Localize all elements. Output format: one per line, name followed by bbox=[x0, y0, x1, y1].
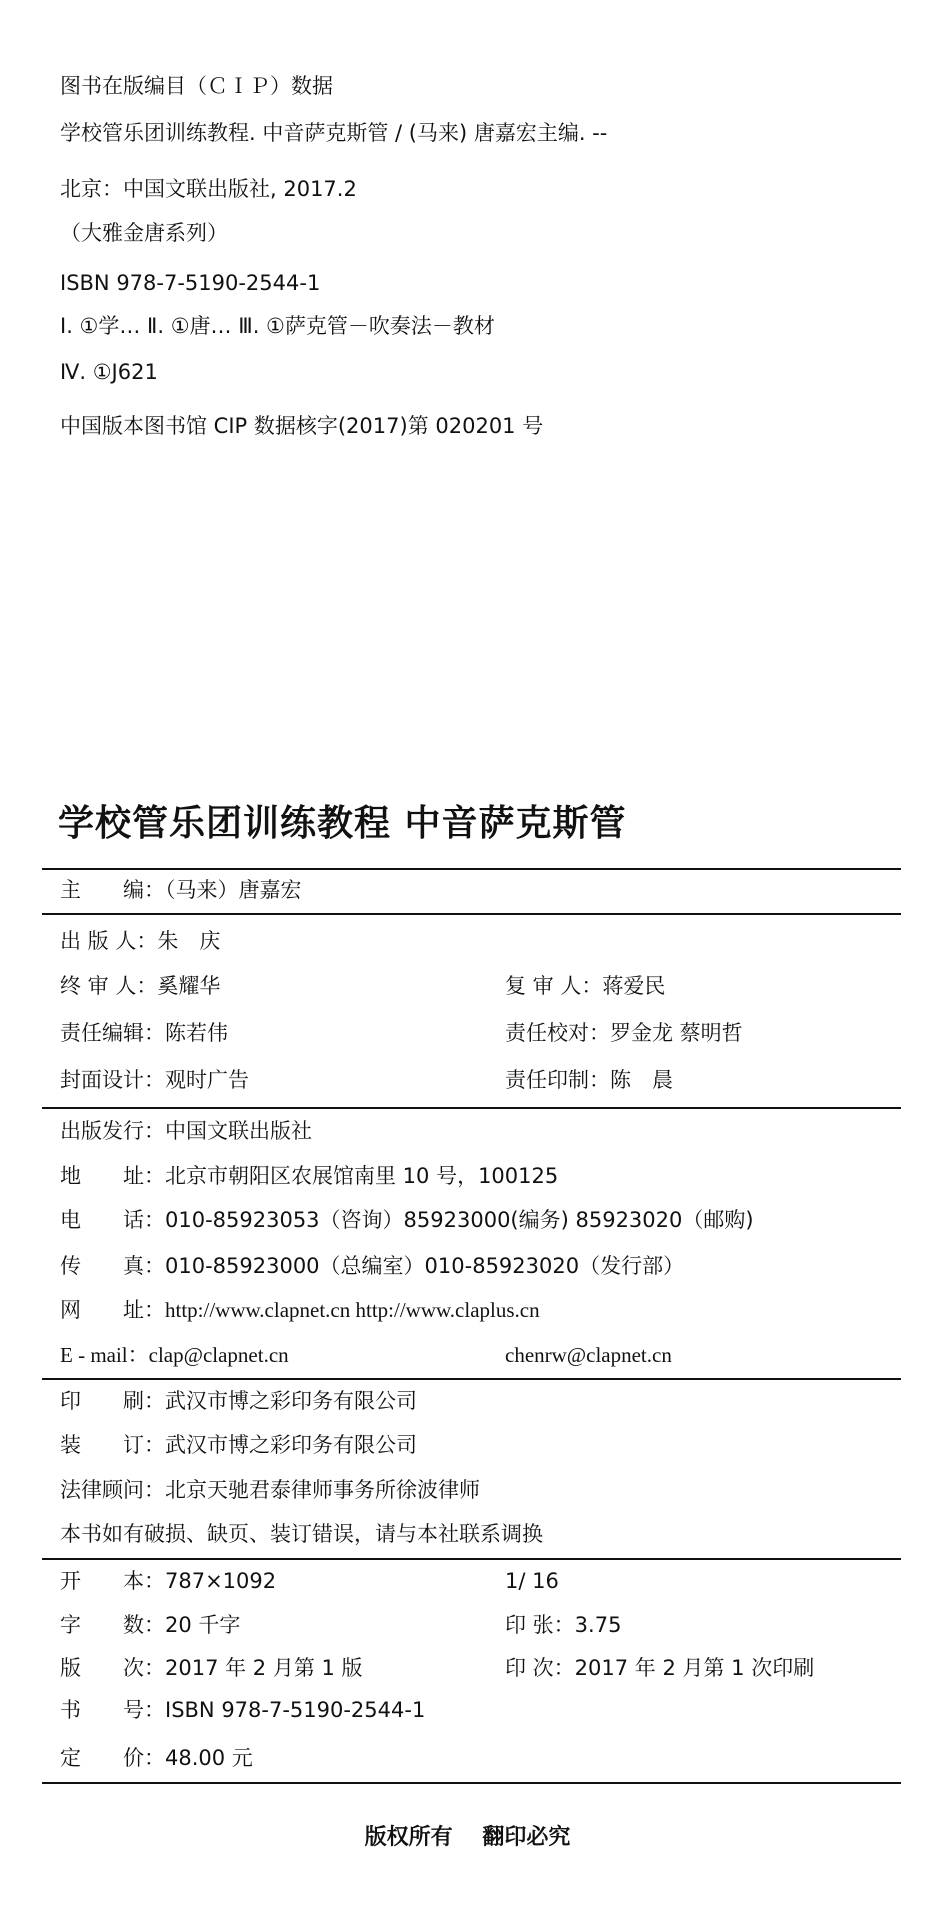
print-supervisor-row: 责任印制：陈 晨 bbox=[505, 1068, 673, 1092]
price-row: 定 价：48.00 元 bbox=[60, 1746, 253, 1770]
format-fraction: 1/ 16 bbox=[505, 1569, 559, 1593]
phone-row: 电 话：010-85923053（咨询）85923000(编务) 85923020（邮购) bbox=[60, 1208, 754, 1232]
address-row: 地 址：北京市朝阳区农展馆南里 10 号，100125 bbox=[60, 1164, 559, 1188]
word-count-row: 字 数：20 千字 bbox=[60, 1613, 241, 1637]
cip-heading: 图书在版编目（ＣＩＰ）数据 bbox=[60, 74, 333, 98]
isbn-row: 书 号：ISBN 978-7-5190-2544-1 bbox=[60, 1698, 426, 1722]
divider bbox=[42, 1782, 901, 1784]
email-secondary: chenrw@clapnet.cn bbox=[505, 1343, 672, 1367]
divider bbox=[42, 1558, 901, 1560]
copyright-notice: 版权所有 翻印必究 bbox=[364, 1825, 571, 1850]
editor-row: 主 编：（马来）唐嘉宏 bbox=[60, 878, 302, 902]
cip-subject-line: Ⅰ. ①学… Ⅱ. ①唐… Ⅲ. ①萨克管－吹奏法－教材 bbox=[60, 314, 495, 338]
binder-row: 装 订：武汉市博之彩印务有限公司 bbox=[60, 1433, 417, 1457]
edition-row: 版 次：2017 年 2 月第 1 版 bbox=[60, 1656, 363, 1680]
replacement-notice: 本书如有破损、缺页、装订错误，请与本社联系调换 bbox=[60, 1522, 543, 1546]
cip-classification-line: Ⅳ. ①J621 bbox=[60, 360, 158, 384]
printer-row: 印 刷：武汉市博之彩印务有限公司 bbox=[60, 1389, 417, 1413]
divider bbox=[42, 868, 901, 870]
divider bbox=[42, 1107, 901, 1109]
cip-publisher-line: 北京：中国文联出版社, 2017.2 bbox=[60, 177, 357, 201]
cip-record-number-line: 中国版本图书馆 CIP 数据核字(2017)第 020201 号 bbox=[60, 414, 544, 438]
divider bbox=[42, 913, 901, 915]
cip-isbn-line: ISBN 978-7-5190-2544-1 bbox=[60, 271, 321, 295]
proofreader-row: 责任校对：罗金龙 蔡明哲 bbox=[505, 1021, 743, 1045]
publisher-person-row: 出 版 人：朱 庆 bbox=[60, 929, 221, 953]
distributor-row: 出版发行：中国文联出版社 bbox=[60, 1119, 312, 1143]
sheets-row: 印 张：3.75 bbox=[505, 1613, 622, 1637]
cip-series-line: （大雅金唐系列） bbox=[60, 221, 228, 245]
responsible-editor-row: 责任编辑：陈若伟 bbox=[60, 1021, 228, 1045]
final-reviewer-row: 终 审 人：奚耀华 bbox=[60, 974, 221, 998]
book-title: 学校管乐团训练教程 中音萨克斯管 bbox=[58, 803, 627, 844]
divider bbox=[42, 1378, 901, 1380]
format-row: 开 本：787×1092 bbox=[60, 1569, 277, 1593]
re-reviewer-row: 复 审 人：蒋爱民 bbox=[505, 974, 666, 998]
legal-counsel-row: 法律顾问：北京天驰君泰律师事务所徐波律师 bbox=[60, 1478, 480, 1502]
printing-row: 印 次：2017 年 2 月第 1 次印刷 bbox=[505, 1656, 815, 1680]
cover-design-row: 封面设计：观时广告 bbox=[60, 1068, 249, 1092]
fax-row: 传 真：010-85923000（总编室）010-85923020（发行部） bbox=[60, 1254, 685, 1278]
cip-title-line: 学校管乐团训练教程. 中音萨克斯管 / (马来) 唐嘉宏主编. -- bbox=[60, 121, 608, 145]
email-row: E - mail：clap@clapnet.cn bbox=[60, 1343, 289, 1367]
website-row: 网 址：http://www.clapnet.cn http://www.claplus.cn bbox=[60, 1298, 540, 1322]
